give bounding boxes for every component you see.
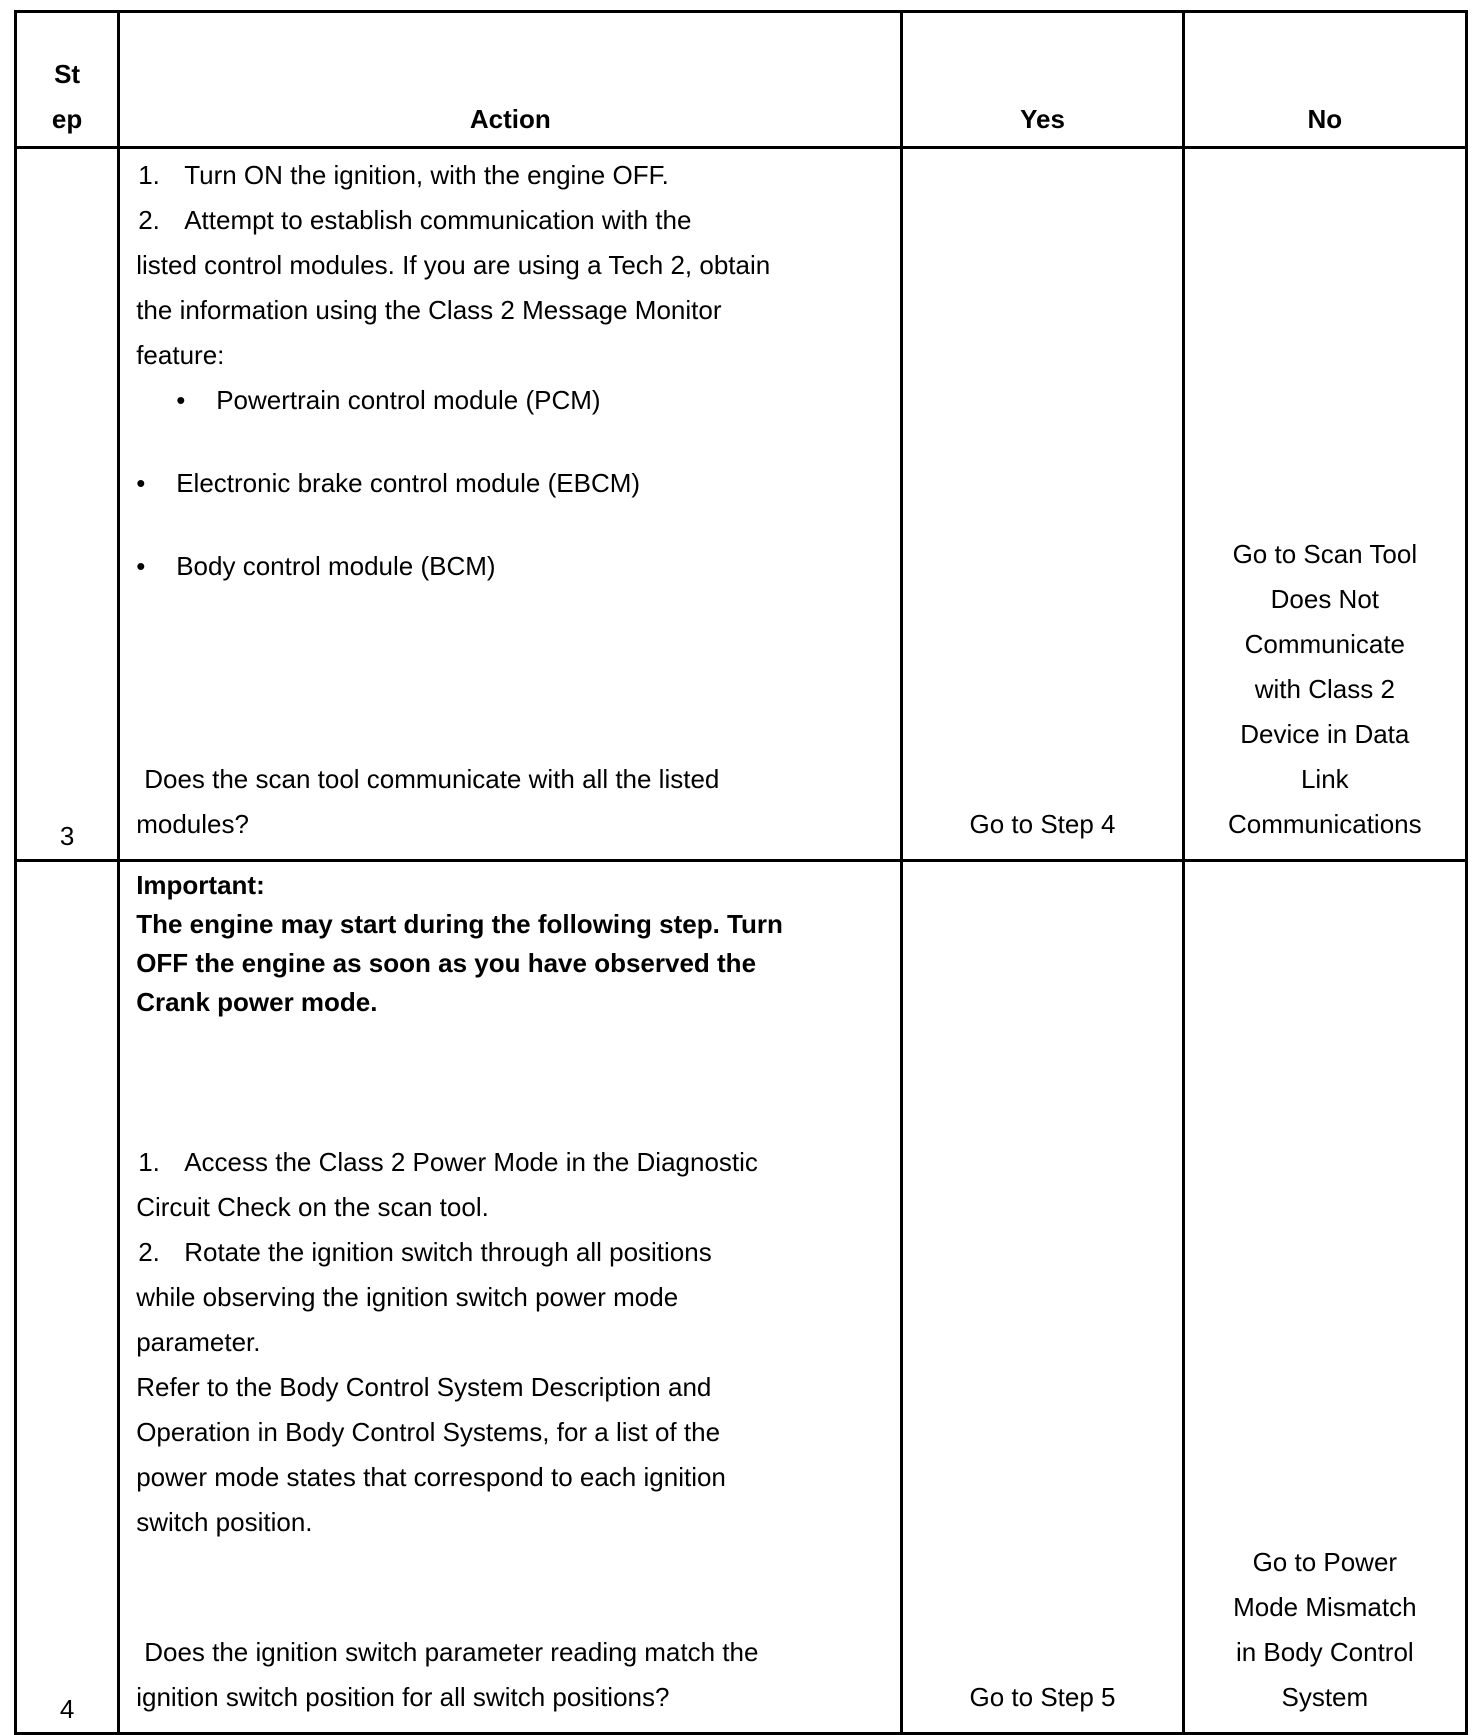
action-text: while observing the ignition switch power mode xyxy=(136,1282,679,1312)
important-text: Crank power mode. xyxy=(136,987,378,1017)
step-header: St ep xyxy=(16,12,119,148)
important-text: The engine may start during the following step. Turn xyxy=(136,909,783,939)
header-row xyxy=(16,12,1467,148)
refer-text: Refer to the Body Control System Description and xyxy=(136,1372,712,1402)
question-text: modules? xyxy=(136,809,249,839)
list-item: • Powertrain control module (PCM) xyxy=(136,378,884,423)
action-text: the information using the Class 2 Message Monitor xyxy=(136,295,722,325)
no-header: No xyxy=(1183,12,1466,148)
action-item: 1. Turn ON the ignition, with the engine OFF. xyxy=(138,160,669,190)
action-cell xyxy=(119,148,902,861)
action-text: Circuit Check on the scan tool. xyxy=(136,1192,489,1222)
action-item: 1. Access the Class 2 Power Mode in the Diagnostic xyxy=(138,1147,758,1177)
yes-cell: Go to Step 5 xyxy=(902,861,1183,1734)
action-cell xyxy=(119,861,902,1734)
list-item: • Body control module (BCM) xyxy=(136,544,884,589)
refer-text: switch position. xyxy=(136,1507,313,1537)
action-text: feature: xyxy=(136,340,225,370)
question-text: Does the scan tool communicate with all the listed xyxy=(144,764,720,794)
bullet-icon: • xyxy=(136,551,146,581)
diagnostic-table xyxy=(14,10,1468,1735)
action-text: parameter. xyxy=(136,1327,261,1357)
yes-header: Yes xyxy=(902,12,1183,148)
action-text: listed control modules. If you are using a Tech 2, obtain xyxy=(136,250,771,280)
important-label: Important: xyxy=(136,870,265,900)
step-number: 3 xyxy=(16,148,119,861)
refer-text: Operation in Body Control Systems, for a list of the xyxy=(136,1417,721,1447)
important-text: OFF the engine as soon as you have observed the xyxy=(136,948,757,978)
question-text: ignition switch position for all switch positions? xyxy=(136,1682,670,1712)
step-number: 4 xyxy=(16,861,119,1734)
no-cell: Go to Power Mode Mismatch in Body Control System xyxy=(1183,861,1466,1734)
question-text: Does the ignition switch parameter reading match the xyxy=(144,1637,759,1667)
table-row xyxy=(16,861,1467,1734)
list-item: • Electronic brake control module (EBCM) xyxy=(136,461,884,506)
no-cell: Go to Scan Tool Does Not Communicate with Class 2 Device in Data Link Communications xyxy=(1183,148,1466,861)
bullet-icon: • xyxy=(176,385,186,415)
action-item: 2. Rotate the ignition switch through all positions xyxy=(138,1237,712,1267)
yes-cell: Go to Step 4 xyxy=(902,148,1183,861)
table-row xyxy=(16,148,1467,861)
action-item: 2. Attempt to establish communication with the xyxy=(138,205,692,235)
refer-text: power mode states that correspond to each ignition xyxy=(136,1462,726,1492)
action-header: Action xyxy=(119,12,902,148)
bullet-icon: • xyxy=(136,468,146,498)
